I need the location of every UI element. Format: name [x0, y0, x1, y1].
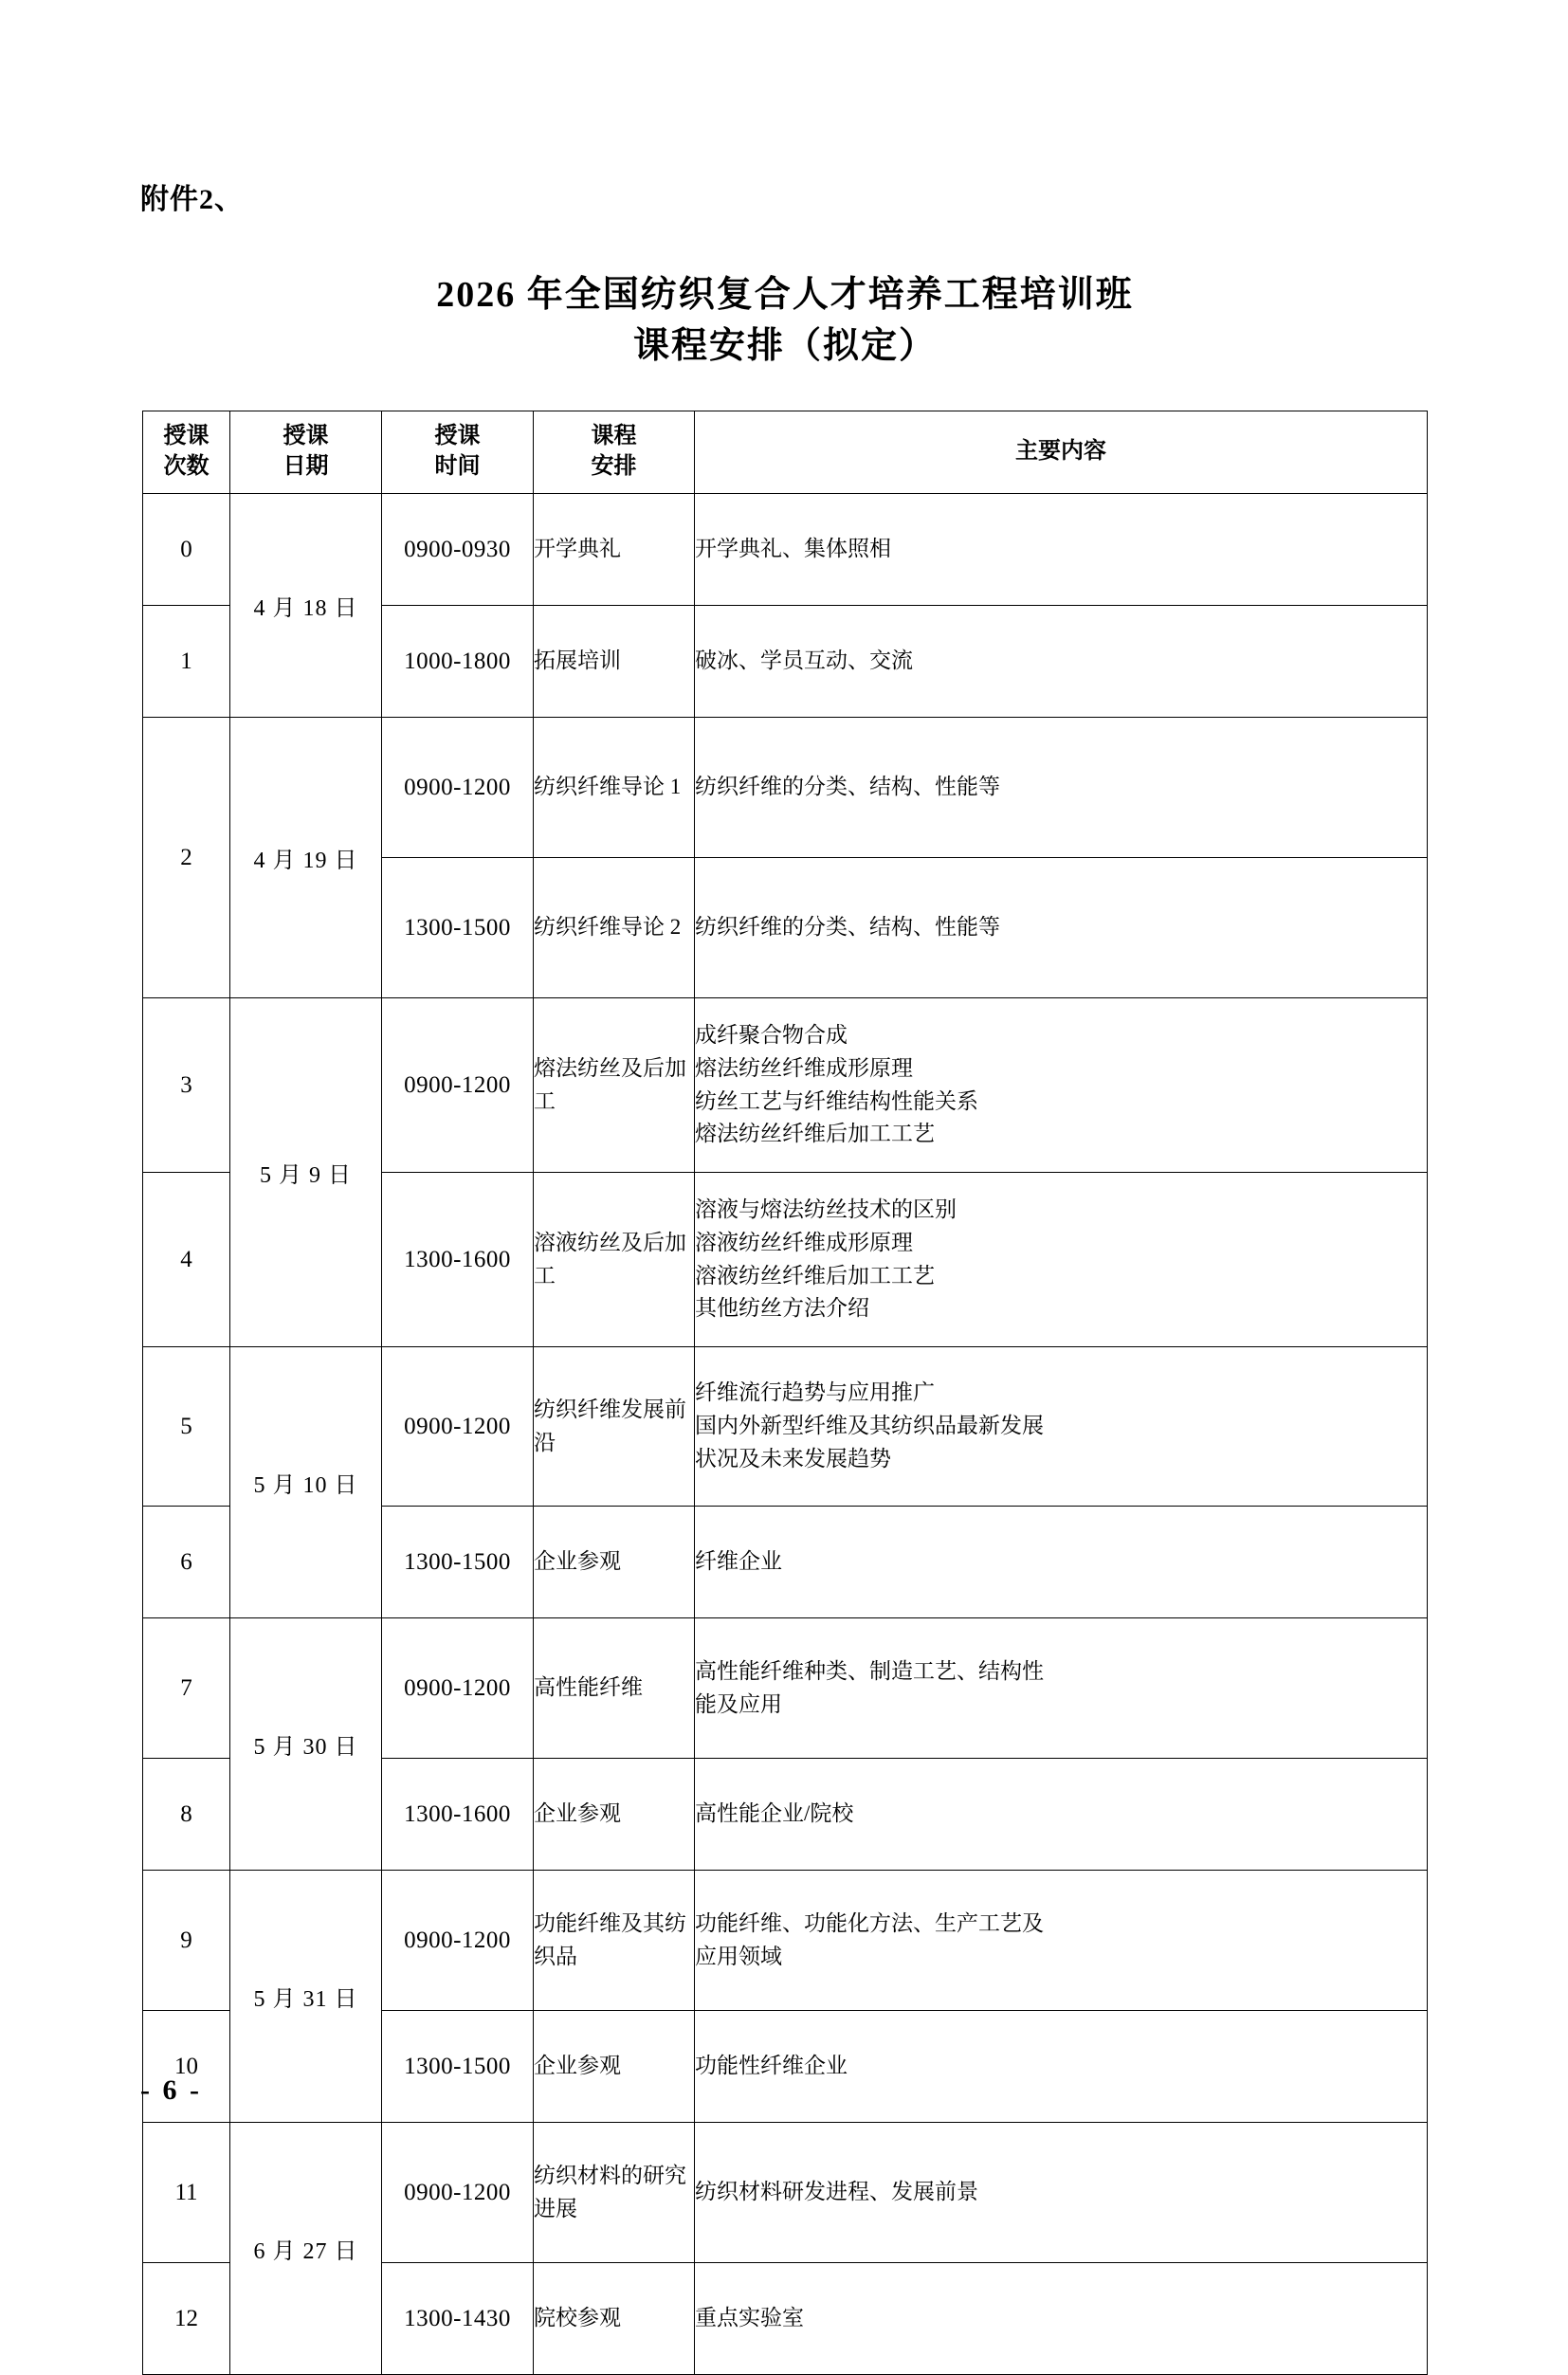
cell-session-time: 0900-1200	[382, 2123, 534, 2263]
cell-course-arrangement: 企业参观	[534, 1507, 695, 1618]
cell-main-content	[695, 1759, 1428, 1871]
content-line: 重点实验室	[695, 2306, 804, 2330]
cell-main-content	[695, 998, 1428, 1173]
cell-course-arrangement: 拓展培训	[534, 606, 695, 718]
cell-course-arrangement: 纺织材料的研究进展	[534, 2123, 695, 2263]
cell-session-count: 8	[143, 1759, 230, 1871]
cell-session-time: 1300-1500	[382, 1507, 534, 1618]
cell-session-date: 4 月 19 日	[230, 718, 382, 998]
cell-course-arrangement: 开学典礼	[534, 494, 695, 606]
cell-main-content	[695, 1871, 1428, 2011]
header-line-1: 主要内容	[1015, 439, 1106, 465]
cell-session-count: 12	[143, 2263, 230, 2375]
cell-session-count: 6	[143, 1507, 230, 1618]
cell-session-time: 1300-1500	[382, 2011, 534, 2123]
cell-course-arrangement: 熔法纺丝及后加工	[534, 998, 695, 1173]
content-line: 纺织纤维的分类、结构、性能等	[695, 915, 1000, 940]
content-line: 其他纺丝方法介绍	[695, 1296, 869, 1321]
content-line: 高性能企业/院校	[695, 1801, 854, 1826]
cell-main-content	[695, 858, 1428, 998]
cell-main-content	[695, 494, 1428, 606]
table-row	[143, 1618, 1428, 1759]
content-line: 溶液纺丝纤维成形原理	[695, 1230, 913, 1254]
cell-session-count: 7	[143, 1618, 230, 1759]
content-line: 高性能纤维种类、制造工艺、结构性	[695, 1658, 1044, 1683]
cell-session-count: 1	[143, 606, 230, 718]
document-title-line-1: 2026 年全国纺织复合人才培养工程培训班	[436, 275, 1134, 315]
cell-course-arrangement: 溶液纺丝及后加工	[534, 1173, 695, 1347]
cell-course-arrangement: 功能纤维及其纺织品	[534, 1871, 695, 2011]
cell-course-arrangement: 纺织纤维发展前沿	[534, 1347, 695, 1507]
cell-course-arrangement: 企业参观	[534, 2011, 695, 2123]
content-line: 纺织纤维的分类、结构、性能等	[695, 775, 1000, 799]
cell-session-time: 0900-1200	[382, 1347, 534, 1507]
content-line: 功能纤维、功能化方法、生产工艺及	[695, 1910, 1044, 1935]
cell-session-date: 5 月 31 日	[230, 1871, 382, 2123]
cell-main-content	[695, 718, 1428, 858]
header-line-2: 安排	[591, 454, 637, 479]
cell-session-date: 5 月 30 日	[230, 1618, 382, 1871]
cell-session-count: 9	[143, 1871, 230, 2011]
content-line: 状况及未来发展趋势	[695, 1446, 891, 1471]
header-cell-course	[534, 411, 695, 494]
document-title	[140, 270, 1430, 373]
header-line-2: 次数	[163, 454, 210, 479]
cell-session-date: 5 月 10 日	[230, 1347, 382, 1618]
table-header-row	[143, 411, 1428, 494]
attachment-label: 附件2、	[140, 184, 244, 215]
cell-main-content	[695, 2123, 1428, 2263]
cell-session-count: 4	[143, 1173, 230, 1347]
content-line: 熔法纺丝纤维后加工工艺	[695, 1122, 935, 1146]
cell-session-time: 0900-1200	[382, 1618, 534, 1759]
table-row	[143, 718, 1428, 858]
cell-session-count: 0	[143, 494, 230, 606]
content-line: 溶液纺丝纤维后加工工艺	[695, 1263, 935, 1288]
document-title-line-2: 课程安排（拟定）	[632, 325, 937, 366]
cell-main-content	[695, 1347, 1428, 1507]
table-row	[143, 494, 1428, 606]
header-line-1: 授课	[163, 424, 210, 449]
table-header	[143, 411, 1428, 494]
table-body	[143, 494, 1428, 2375]
content-line: 纺织材料研发进程、发展前景	[695, 2180, 978, 2204]
table-row	[143, 1347, 1428, 1507]
content-line: 纤维流行趋势与应用推广	[695, 1380, 935, 1405]
cell-main-content	[695, 1507, 1428, 1618]
header-cell-session-time	[382, 411, 534, 494]
cell-session-count: 5	[143, 1347, 230, 1507]
cell-course-arrangement: 高性能纤维	[534, 1618, 695, 1759]
cell-session-time: 0900-1200	[382, 1871, 534, 2011]
cell-session-time: 1300-1600	[382, 1173, 534, 1347]
header-cell-session-date	[230, 411, 382, 494]
cell-session-date: 5 月 9 日	[230, 998, 382, 1347]
cell-session-time: 1300-1430	[382, 2263, 534, 2375]
header-cell-session-count	[143, 411, 230, 494]
cell-main-content	[695, 606, 1428, 718]
content-line: 国内外新型纤维及其纺织品最新发展	[695, 1414, 1044, 1438]
cell-session-time: 0900-1200	[382, 998, 534, 1173]
cell-course-arrangement: 纺织纤维导论 2	[534, 858, 695, 998]
table-row	[143, 2123, 1428, 2263]
cell-session-time: 1300-1600	[382, 1759, 534, 1871]
header-line-1: 授课	[434, 424, 481, 449]
content-line: 应用领域	[695, 1944, 782, 1968]
cell-session-count: 3	[143, 998, 230, 1173]
cell-session-date: 4 月 18 日	[230, 494, 382, 718]
cell-session-time: 1300-1500	[382, 858, 534, 998]
header-line-2: 时间	[434, 454, 481, 479]
cell-course-arrangement: 企业参观	[534, 1759, 695, 1871]
cell-main-content	[695, 2263, 1428, 2375]
table-row	[143, 1871, 1428, 2011]
header-line-1: 授课	[283, 424, 329, 449]
cell-main-content	[695, 1618, 1428, 1759]
content-line: 熔法纺丝纤维成形原理	[695, 1055, 913, 1080]
header-cell-main-content	[695, 411, 1428, 494]
content-line: 功能性纤维企业	[695, 2054, 848, 2078]
cell-session-time: 1000-1800	[382, 606, 534, 718]
cell-session-date: 6 月 27 日	[230, 2123, 382, 2375]
content-line: 成纤聚合物合成	[695, 1022, 848, 1047]
content-line: 开学典礼、集体照相	[695, 537, 891, 561]
cell-session-count: 2	[143, 718, 230, 998]
content-line: 纺丝工艺与纤维结构性能关系	[695, 1088, 978, 1113]
cell-main-content	[695, 2011, 1428, 2123]
content-line: 能及应用	[695, 1691, 782, 1716]
page-number: - 6 -	[140, 2074, 202, 2106]
cell-session-count: 10	[143, 2011, 230, 2123]
content-line: 纤维企业	[695, 1549, 782, 1574]
course-schedule-table	[142, 411, 1428, 2375]
header-line-2: 日期	[283, 454, 329, 479]
cell-course-arrangement: 院校参观	[534, 2263, 695, 2375]
cell-session-time: 0900-0930	[382, 494, 534, 606]
cell-main-content	[695, 1173, 1428, 1347]
cell-course-arrangement: 纺织纤维导论 1	[534, 718, 695, 858]
content-line: 溶液与熔法纺丝技术的区别	[695, 1197, 957, 1221]
header-line-1: 课程	[591, 424, 637, 449]
table-row	[143, 998, 1428, 1173]
cell-session-count: 11	[143, 2123, 230, 2263]
cell-session-time: 0900-1200	[382, 718, 534, 858]
content-line: 破冰、学员互动、交流	[695, 649, 913, 673]
